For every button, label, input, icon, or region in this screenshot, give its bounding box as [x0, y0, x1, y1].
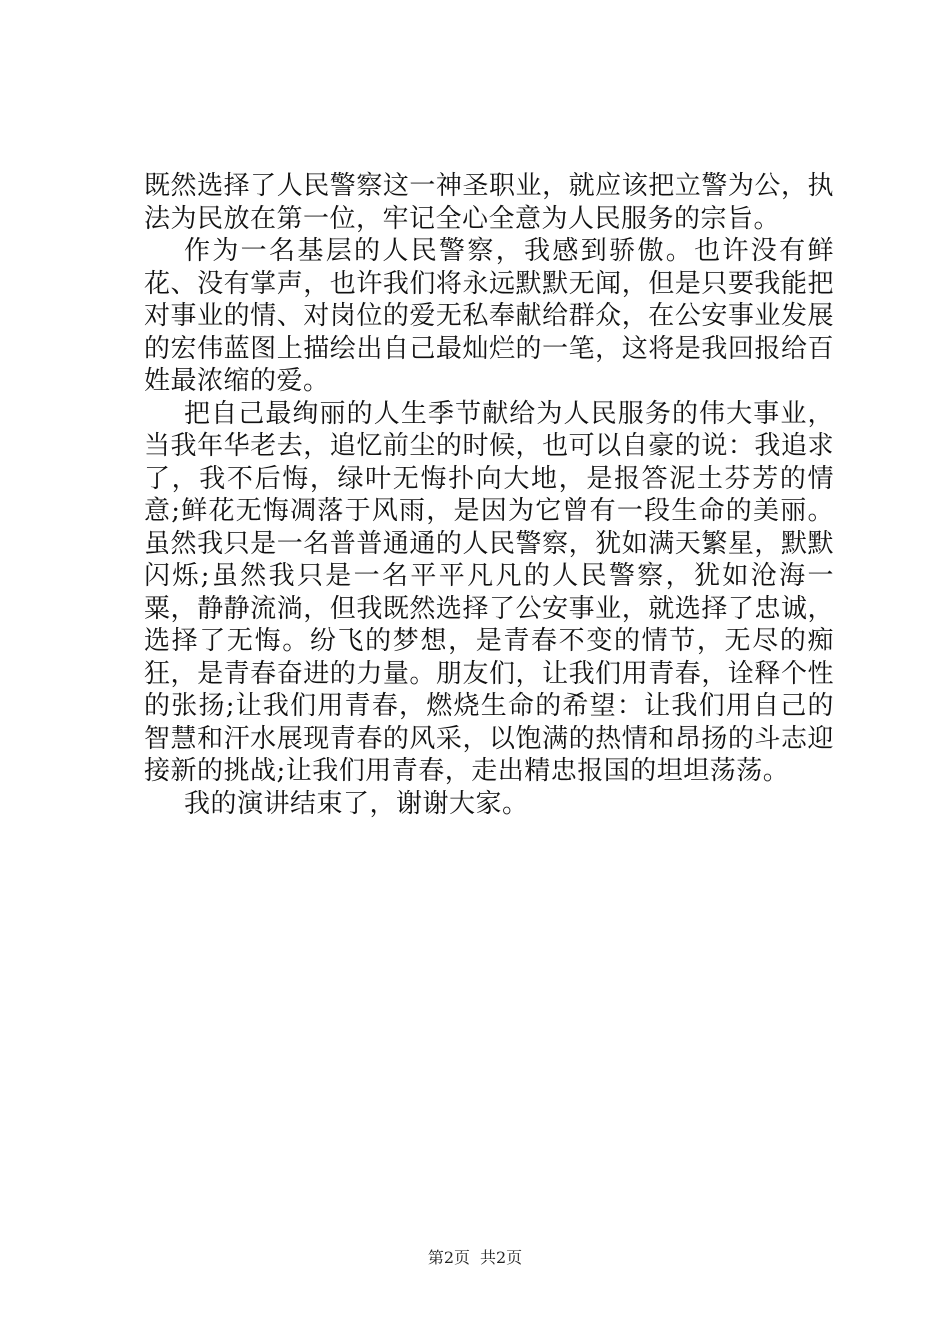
document-body [144, 170, 834, 820]
paragraph-3: 把自己最绚丽的人生季节献给为人民服务的伟大事业，当我年华老去，追忆前尘的时候，也可以自豪的说：我追求了，我不后悔，绿叶无悔扑向大地，是报答泥土芬芳的情意;鲜花无悔凋落于风雨，是因为它曾有一段生命的美丽。虽然我只是一名普普通通的人民警察，犹如满天繁星，默默闪烁;虽然我只是一名平平凡凡的人民警察，犹如沧海一粟，静静流淌，但我既然选择了公安事业，就选择了忠诚，选择了无悔。纷飞的梦想，是青春不变的情节，无尽的痴狂，是青春奋进的力量。朋友们，让我们用青春，诠释个性的张扬;让我们用青春，燃烧生命的希望：让我们用自己的智慧和汗水展现青春的风采，以饱满的热情和昂扬的斗志迎接新的挑战;让我们用青春，走出精忠报国的坦坦荡荡。 [144, 398, 834, 786]
page-total: 共2页 [480, 1248, 523, 1267]
page-number: 第2页 [427, 1248, 470, 1267]
page-footer [0, 1245, 950, 1268]
paragraph-1: 既然选择了人民警察这一神圣职业，就应该把立警为公，执法为民放在第一位，牢记全心全意为人民服务的宗旨。 [144, 171, 834, 234]
paragraph-4: 我的演讲结束了，谢谢大家。 [184, 788, 529, 819]
paragraph-2: 作为一名基层的人民警察，我感到骄傲。也许没有鲜花、没有掌声，也许我们将永远默默无闻，但是只要我能把对事业的情、对岗位的爱无私奉献给群众，在公安事业发展的宏伟蓝图上描绘出自己最灿烂的一笔，这将是我回报给百姓最浓缩的爱。 [144, 236, 834, 396]
